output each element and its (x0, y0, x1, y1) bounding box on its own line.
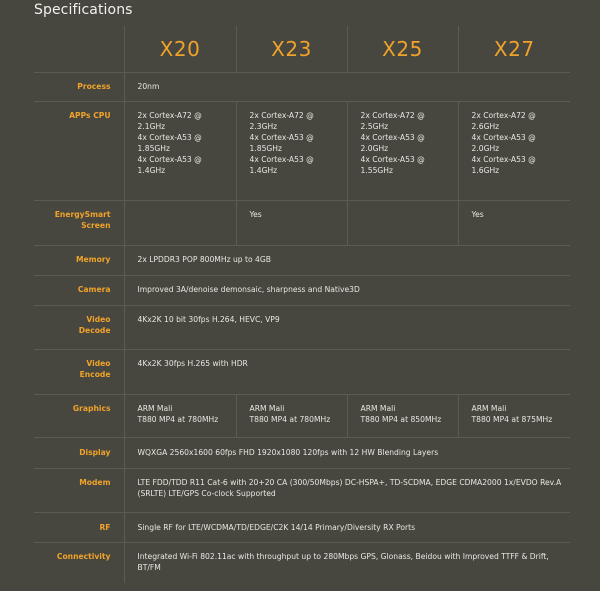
row-display (34, 438, 570, 469)
graphics-x27 (458, 395, 570, 438)
connectivity-value (124, 543, 570, 583)
row-label-camera: Camera (34, 276, 124, 306)
graphics-x23 (236, 395, 347, 438)
cpu-line: 2.1GHz (137, 122, 166, 131)
gpu-line: T880 MP4 at 850MHz (360, 415, 442, 424)
gpu-line: ARM Mali (360, 404, 396, 413)
row-label-display: Display (34, 438, 124, 469)
row-label-process: Process (34, 73, 124, 102)
cpu-line: 4x Cortex-A53 @ (471, 133, 536, 142)
video-encode-value: 4Kx2K 30fps H.265 with HDR (124, 350, 570, 395)
cpu-line: 1.85GHz (249, 144, 282, 153)
row-label-rf: RF (34, 513, 124, 543)
row-label-video-encode (34, 350, 124, 395)
apps-cpu-x27 (458, 102, 570, 201)
row-video-encode (34, 350, 570, 395)
column-header-x25: X25 (347, 26, 458, 73)
row-modem (34, 469, 570, 513)
energysmart-x27: Yes (458, 201, 570, 246)
row-label-graphics: Graphics (34, 395, 124, 438)
row-label-video-decode (34, 306, 124, 350)
header-row (34, 26, 570, 73)
column-header-x20: X20 (124, 26, 236, 73)
label-line: Video (86, 315, 111, 324)
cpu-line: 4x Cortex-A53 @ (249, 155, 314, 164)
modem-value (124, 469, 570, 513)
graphics-x20 (124, 395, 236, 438)
cpu-line: 4x Cortex-A53 @ (137, 155, 202, 164)
cpu-line: 1.55GHz (360, 166, 393, 175)
specifications-table (34, 26, 570, 583)
rf-value: Single RF for LTE/WCDMA/TD/EDGE/C2K 14/14 Primary/Diversity RX Ports (124, 513, 570, 543)
row-memory (34, 246, 570, 276)
cpu-line: 4x Cortex-A53 @ (249, 133, 314, 142)
label-line: Video (86, 359, 111, 368)
camera-value: Improved 3A/denoise demonsaic, sharpness and Native3D (124, 276, 570, 306)
row-graphics (34, 395, 570, 438)
gpu-line: T880 MP4 at 780MHz (249, 415, 331, 424)
energysmart-x20 (124, 201, 236, 246)
cpu-line: 1.4GHz (137, 166, 166, 175)
gpu-line: T880 MP4 at 875MHz (471, 415, 553, 424)
apps-cpu-x25 (347, 102, 458, 201)
energysmart-x23: Yes (236, 201, 347, 246)
apps-cpu-x20 (124, 102, 236, 201)
column-header-x23: X23 (236, 26, 347, 73)
cpu-line: 1.85GHz (137, 144, 170, 153)
row-rf (34, 513, 570, 543)
memory-value: 2x LPDDR3 POP 800MHz up to 4GB (124, 246, 570, 276)
cpu-line: 4x Cortex-A53 @ (360, 155, 425, 164)
display-value: WQXGA 2560x1600 60fps FHD 1920x1080 120fps with 12 HW Blending Layers (124, 438, 570, 469)
page-title: Specifications (34, 2, 133, 18)
cpu-line: 4x Cortex-A53 @ (471, 155, 536, 164)
cpu-line: 2.0GHz (360, 144, 389, 153)
cpu-line: 2.5GHz (360, 122, 389, 131)
label-line: EnergySmart (54, 210, 111, 219)
row-label-memory: Memory (34, 246, 124, 276)
graphics-x25 (347, 395, 458, 438)
process-value: 20nm (124, 73, 570, 102)
gpu-line: ARM Mali (471, 404, 507, 413)
cpu-line: 2x Cortex-A72 @ (137, 111, 202, 120)
modem-line: LTE FDD/TDD R11 Cat-6 with 20+20 CA (300/50Mbps) DC-HSPA+, TD-SCDMA, EDGE CDMA2000 1x/EVDO Rev.A (137, 478, 562, 487)
connectivity-line: Integrated Wi-Fi 802.11ac with throughput up to 280Mbps GPS, Glonass, Beidou with Improved TTFF & Drift, (137, 552, 549, 561)
row-label-apps-cpu: APPs CPU (34, 102, 124, 201)
cpu-line: 2.3GHz (249, 122, 278, 131)
row-apps-cpu (34, 102, 570, 201)
row-connectivity (34, 543, 570, 583)
gpu-line: T880 MP4 at 780MHz (137, 415, 219, 424)
row-label-connectivity: Connectivity (34, 543, 124, 583)
cpu-line: 2x Cortex-A72 @ (360, 111, 425, 120)
apps-cpu-x23 (236, 102, 347, 201)
corner-cell (34, 26, 124, 73)
gpu-line: ARM Mali (137, 404, 173, 413)
row-label-modem: Modem (34, 469, 124, 513)
modem-line: (SRLTE) LTE/GPS Co-clock Supported (137, 489, 276, 498)
cpu-line: 2.6GHz (471, 122, 500, 131)
label-line: Encode (79, 370, 111, 379)
row-energysmart-screen (34, 201, 570, 246)
label-line: Decode (78, 326, 111, 335)
row-label-energysmart-screen (34, 201, 124, 246)
cpu-line: 1.4GHz (249, 166, 278, 175)
cpu-line: 2x Cortex-A72 @ (249, 111, 314, 120)
label-line: Screen (81, 221, 111, 230)
cpu-line: 4x Cortex-A53 @ (360, 133, 425, 142)
column-header-x27: X27 (458, 26, 570, 73)
connectivity-line: BT/FM (137, 563, 161, 572)
row-camera (34, 276, 570, 306)
video-decode-value: 4Kx2K 10 bit 30fps H.264, HEVC, VP9 (124, 306, 570, 350)
cpu-line: 2x Cortex-A72 @ (471, 111, 536, 120)
row-video-decode (34, 306, 570, 350)
cpu-line: 1.6GHz (471, 166, 500, 175)
row-process (34, 73, 570, 102)
gpu-line: ARM Mali (249, 404, 285, 413)
energysmart-x25 (347, 201, 458, 246)
cpu-line: 4x Cortex-A53 @ (137, 133, 202, 142)
cpu-line: 2.0GHz (471, 144, 500, 153)
